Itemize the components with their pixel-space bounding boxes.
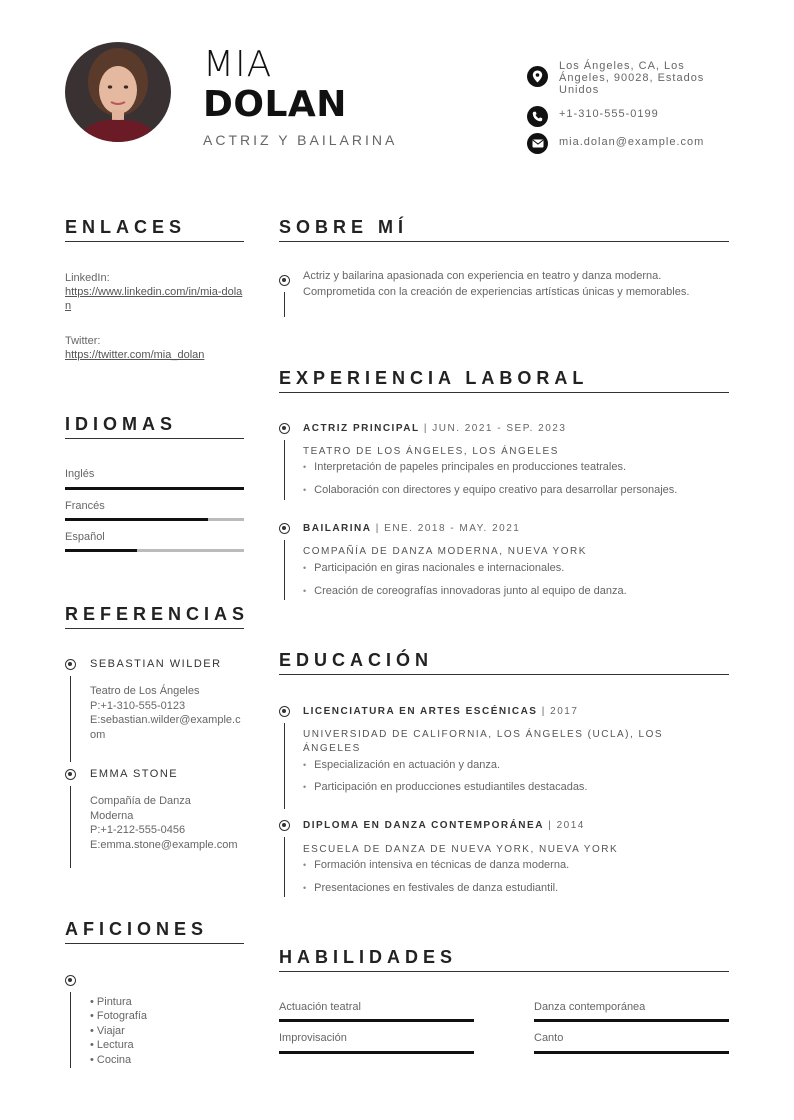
section-divider — [279, 971, 729, 972]
job-dates: JUN. 2021 - SEP. 2023 — [432, 423, 567, 434]
language-name: Inglés — [65, 468, 95, 480]
education-degree: DIPLOMA EN DANZA CONTEMPORÁNEA — [303, 820, 544, 831]
job-bullet: • Interpretación de papeles principales en producciones teatrales. — [303, 461, 626, 473]
skill-level-bar — [279, 1019, 474, 1022]
section-divider — [65, 943, 244, 944]
reference-phone: P:+1-310-555-0123 — [90, 699, 186, 712]
education-bullet: • Presentaciones en festivales de danza estudiantil. — [303, 882, 558, 894]
contact-address — [527, 60, 729, 96]
timeline-line — [284, 540, 285, 600]
linkedin-label: LinkedIn: — [65, 272, 110, 284]
skill-name: Improvisación — [279, 1032, 347, 1044]
job-bullet: • Participación en giras nacionales e internacionales. — [303, 562, 564, 574]
hobby-item: • Fotografía — [90, 1010, 148, 1022]
language-level-fill — [65, 549, 137, 552]
section-divider — [279, 241, 729, 242]
job-heading: ACTRIZ PRINCIPAL | JUN. 2021 - SEP. 2023 — [303, 423, 567, 434]
language-name: Español — [65, 531, 105, 543]
timeline-dot — [65, 769, 76, 780]
hobby-item: • Cocina — [90, 1054, 132, 1066]
reference-org: Teatro de Los Ángeles — [90, 685, 200, 697]
section-divider — [279, 392, 729, 393]
section-divider — [65, 438, 244, 439]
section-title-references: REFERENCIAS — [65, 604, 250, 624]
education-degree: LICENCIATURA EN ARTES ESCÉNICAS — [303, 706, 538, 717]
education-institution: ESCUELA DE DANZA DE NUEVA YORK, NUEVA YORK — [303, 844, 619, 855]
timeline-line — [284, 723, 285, 809]
skill-level-bar — [534, 1051, 729, 1054]
linkedin-link[interactable]: https://www.linkedin.com/in/mia-dolan — [65, 286, 243, 312]
job-title: ACTRIZ Y BAILARINA — [203, 132, 398, 148]
reference-email: E:sebastian.wilder@example.com — [90, 714, 241, 741]
timeline-dot — [279, 275, 290, 286]
timeline-dot — [279, 523, 290, 534]
job-role: ACTRIZ PRINCIPAL — [303, 423, 420, 434]
hobby-item: • Lectura — [90, 1039, 134, 1051]
timeline-line — [284, 837, 285, 897]
section-title-about: SOBRE MÍ — [279, 217, 409, 237]
reference-name: SEBASTIAN WILDER — [90, 658, 222, 670]
timeline-dot — [65, 975, 76, 986]
language-name: Francés — [65, 500, 105, 512]
job-bullet: • Colaboración con directores y equipo creativo para desarrollar personajes. — [303, 484, 677, 496]
timeline-dot — [279, 423, 290, 434]
language-level-fill — [65, 487, 244, 490]
language-level-fill — [65, 518, 208, 521]
timeline-dot — [65, 659, 76, 670]
phone-text[interactable]: +1-310-555-0199 — [559, 108, 659, 120]
job-organization: TEATRO DE LOS ÁNGELES, LOS ÁNGELES — [303, 446, 559, 457]
first-name: MIA — [203, 44, 273, 85]
job-organization: COMPAÑÍA DE DANZA MODERNA, NUEVA YORK — [303, 546, 587, 557]
section-divider — [65, 241, 244, 242]
address-text: Los Ángeles, CA, Los Ángeles, 90028, Estados Unidos — [559, 60, 705, 96]
section-divider — [65, 628, 244, 629]
skill-level-bar — [279, 1051, 474, 1054]
language-level-bar — [65, 518, 244, 521]
skill-level-bar — [534, 1019, 729, 1022]
timeline-dot — [279, 820, 290, 831]
section-title-skills: HABILIDADES — [279, 947, 458, 967]
section-title-hobbies: AFICIONES — [65, 919, 209, 939]
reference-org: Compañía de Danza Moderna — [90, 795, 191, 822]
last-name: DOLAN — [203, 84, 347, 125]
job-role: BAILARINA — [303, 523, 372, 534]
profile-photo — [65, 42, 171, 142]
twitter-label: Twitter: — [65, 335, 101, 347]
skill-name: Actuación teatral — [279, 1001, 361, 1013]
education-bullet: • Formación intensiva en técnicas de danza moderna. — [303, 859, 569, 871]
job-bullet: • Creación de coreografías innovadoras junto al equipo de danza. — [303, 585, 627, 597]
timeline-dot — [279, 706, 290, 717]
about-text: Actriz y bailarina apasionada con experiencia en teatro y danza moderna. Comprometida con la creación de experiencias artísticas únicas y memorables. — [303, 270, 690, 298]
education-bullet: • Especialización en actuación y danza. — [303, 759, 500, 771]
education-institution: UNIVERSIDAD DE CALIFORNIA, LOS ÁNGELES (UCLA), LOS ÁNGELES — [303, 729, 664, 754]
skill-name: Danza contemporánea — [534, 1001, 646, 1013]
reference-name: EMMA STONE — [90, 768, 179, 780]
hobby-item: • Viajar — [90, 1025, 125, 1037]
timeline-line — [70, 786, 71, 868]
location-pin-icon — [527, 66, 548, 87]
contact-phone — [527, 106, 729, 127]
language-level-bar — [65, 487, 244, 490]
email-icon — [527, 133, 548, 154]
contact-email — [527, 133, 729, 154]
email-text[interactable]: mia.dolan@example.com — [559, 136, 705, 148]
reference-phone: P:+1-212-555-0456 — [90, 824, 186, 836]
timeline-line — [70, 992, 71, 1068]
section-title-languages: IDIOMAS — [65, 414, 178, 434]
job-dates: ENE. 2018 - MAY. 2021 — [384, 523, 521, 534]
section-title-experience: EXPERIENCIA LABORAL — [279, 368, 589, 388]
section-divider — [279, 674, 729, 675]
section-title-links: ENLACES — [65, 217, 187, 237]
hobby-item: • Pintura — [90, 996, 132, 1008]
education-year: 2017 — [550, 706, 579, 717]
phone-icon — [527, 106, 548, 127]
twitter-link[interactable]: https://twitter.com/mia_dolan — [65, 349, 205, 361]
reference-email: E:emma.stone@example.com — [90, 838, 238, 851]
timeline-line — [284, 292, 285, 317]
timeline-line — [284, 440, 285, 500]
education-heading: DIPLOMA EN DANZA CONTEMPORÁNEA | 2014 — [303, 820, 585, 831]
skill-name: Canto — [534, 1032, 564, 1044]
section-title-education: EDUCACIÓN — [279, 650, 434, 670]
job-heading: BAILARINA | ENE. 2018 - MAY. 2021 — [303, 523, 521, 534]
education-bullet: • Participación en producciones estudiantiles destacadas. — [303, 781, 588, 793]
education-heading: LICENCIATURA EN ARTES ESCÉNICAS | 2017 — [303, 706, 579, 717]
language-level-bar — [65, 549, 244, 552]
education-year: 2014 — [556, 820, 585, 831]
reference-details — [90, 684, 245, 742]
reference-details — [90, 794, 240, 852]
timeline-line — [70, 676, 71, 762]
